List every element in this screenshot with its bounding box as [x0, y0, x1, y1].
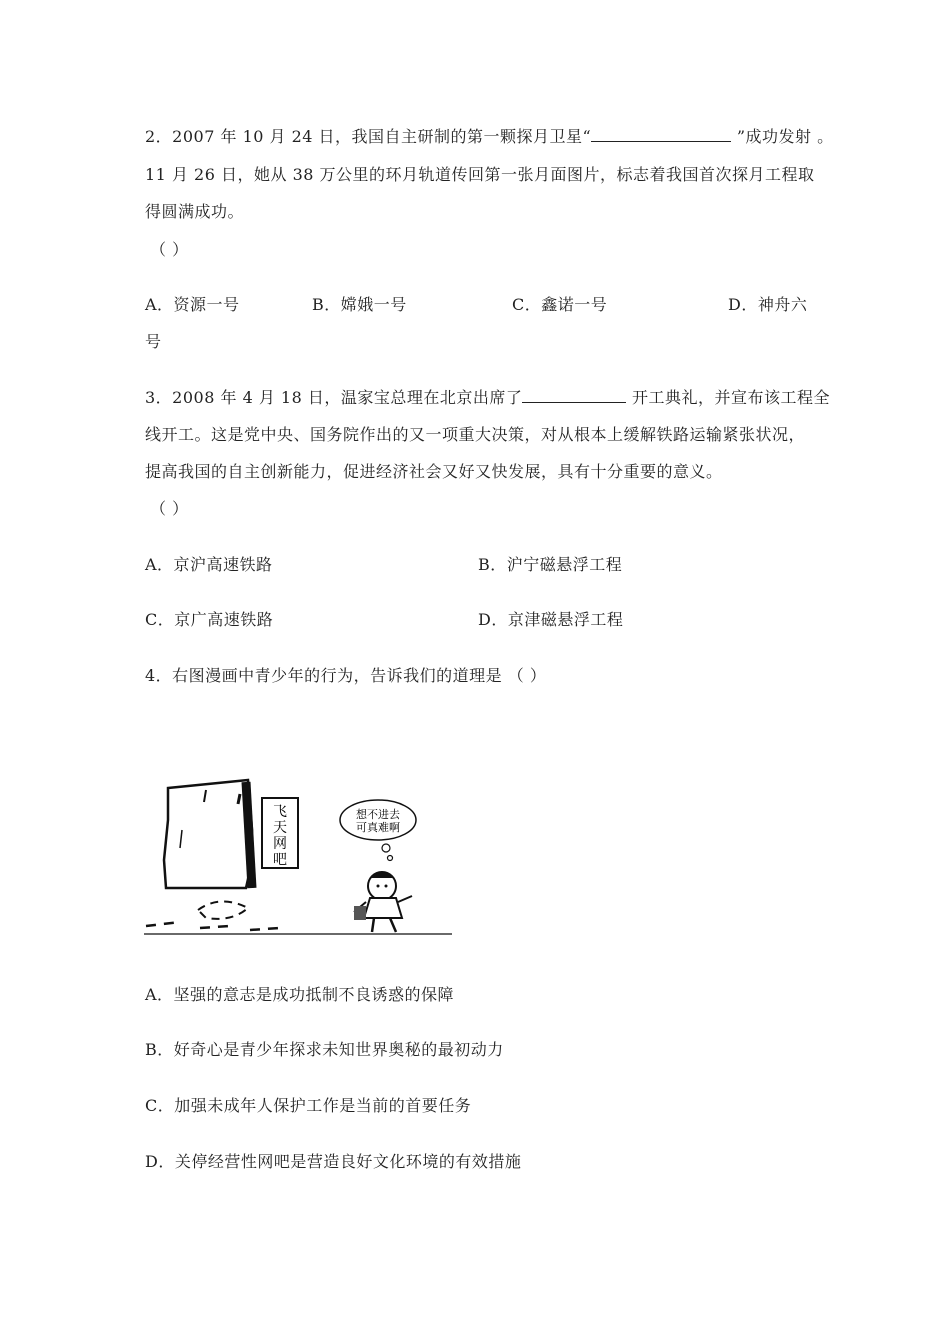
q2-option-b[interactable]: B．嫦娥一号	[312, 295, 407, 314]
boy-hair	[370, 872, 394, 878]
q2-line-1	[145, 127, 834, 147]
q3-option-a[interactable]: A．京沪高速铁路	[145, 555, 273, 574]
sign-char-4: 吧	[273, 852, 287, 868]
sign-char-2: 天	[273, 820, 287, 836]
boy-arm-2	[398, 896, 412, 902]
q2-option-d[interactable]: D．神舟六	[728, 295, 808, 314]
q2-answer-paren: （ ）	[150, 240, 189, 259]
q4-stem: 4．右图漫画中青少年的行为，告诉我们的道理是 （ ）	[145, 666, 547, 685]
q3-answer-paren: （ ）	[150, 499, 189, 518]
bubble-line-2: 可真难啊	[356, 821, 400, 834]
boy-body	[364, 898, 402, 918]
boy-backpack	[354, 906, 366, 920]
q3-option-c[interactable]: C．京广高速铁路	[145, 610, 274, 629]
q3-text-a: 3．2008 年 4 月 18 日，温家宝总理在北京出席了	[145, 388, 523, 407]
q3-answer-blank	[522, 388, 626, 403]
footprint-trail	[146, 922, 280, 930]
q4-option-b[interactable]: B．好奇心是青少年探求未知世界奥秘的最初动力	[145, 1040, 504, 1059]
q2-text-b: ”成功发射 。	[731, 127, 834, 146]
q3-line-3: 提高我国的自主创新能力，促进经济社会又好又快发展，具有十分重要的意义。	[145, 462, 723, 481]
door-crack-2	[238, 794, 240, 804]
footprint-loop	[198, 901, 248, 918]
q4-option-a[interactable]: A．坚强的意志是成功抵制不良诱惑的保障	[145, 985, 455, 1004]
q2-answer-blank	[591, 127, 731, 142]
sign-char-3: 网	[273, 836, 287, 852]
q2-line-3: 得圆满成功。	[145, 202, 245, 221]
q2-option-d-wrap: 号	[145, 332, 162, 351]
door-frame	[246, 782, 252, 888]
boy-eye-2	[385, 885, 388, 888]
sign-char-1: 飞	[273, 804, 287, 820]
thought-dot-2	[388, 856, 393, 861]
bubble-line-1: 想不进去	[356, 808, 400, 821]
q3-line-1	[145, 388, 830, 408]
q3-line-2: 线开工。这是党中央、国务院作出的又一项重大决策，对从根本上缓解铁路运输紧张状况，	[145, 425, 806, 444]
door-crack	[204, 790, 206, 802]
q2-text-a: 2．2007 年 10 月 24 日，我国自主研制的第一颗探月卫星“	[145, 127, 592, 146]
thought-dot-1	[382, 844, 390, 852]
q2-option-a[interactable]: A．资源一号	[145, 295, 240, 314]
q4-cartoon	[140, 770, 460, 940]
boy-eye	[377, 885, 380, 888]
door-crack-3	[180, 830, 182, 848]
q4-option-c[interactable]: C．加强未成年人保护工作是当前的首要任务	[145, 1096, 472, 1115]
q3-option-d[interactable]: D．京津磁悬浮工程	[478, 610, 624, 629]
q4-option-d[interactable]: D．关停经营性网吧是营造良好文化环境的有效措施	[145, 1152, 522, 1171]
q3-text-b: 开工典礼，并宣布该工程全	[626, 388, 830, 407]
q3-option-b[interactable]: B．沪宁磁悬浮工程	[478, 555, 623, 574]
boy-legs	[372, 918, 396, 932]
q2-line-2: 11 月 26 日，她从 38 万公里的环月轨道传回第一张月面图片，标志着我国首次探月工程取	[145, 165, 815, 184]
q2-option-c[interactable]: C．鑫诺一号	[512, 295, 608, 314]
cartoon-illustration	[140, 770, 460, 940]
